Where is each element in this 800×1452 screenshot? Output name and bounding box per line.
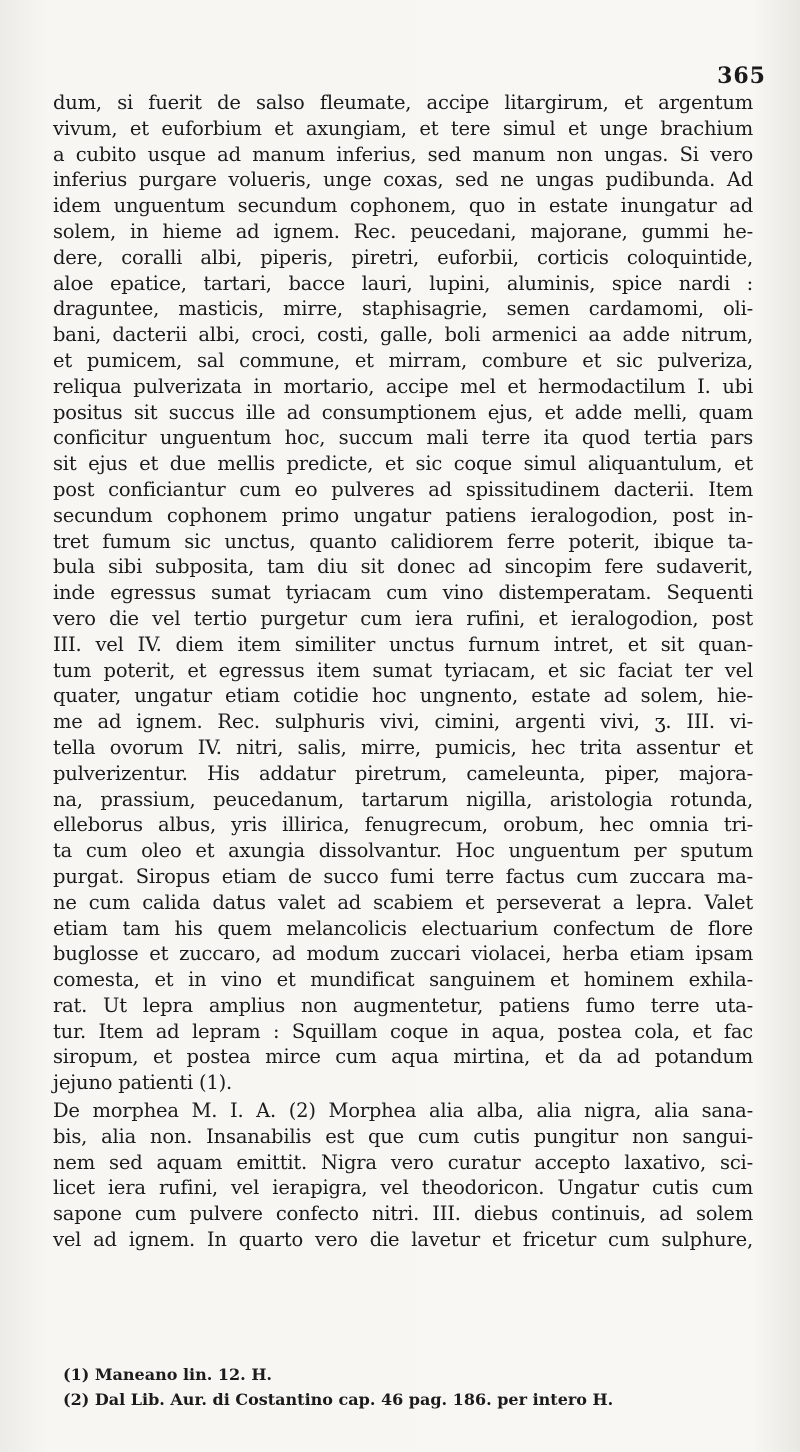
text-line: pulverizentur. His addatur piretrum, cameleunta, piper, majora- [53, 761, 753, 785]
text-line: post conficiantur cum eo pulveres ad spissitudinem dacterii. Item [53, 477, 753, 501]
footnote: (1) Maneano lin. 12. H. [63, 1365, 272, 1384]
text-line: positus sit succus ille ad consumptionem ejus, et adde melli, quam [53, 400, 753, 424]
text-line: jejuno patienti (1). [53, 1071, 233, 1095]
text-line: bis, alia non. Insanabilis est que cum cutis pungitur non sangui- [53, 1124, 753, 1148]
text-line: etiam tam his quem melancolicis electuarium confectum de flore [53, 916, 753, 940]
text-line: tum poterit, et egressus item sumat tyriacam, et sic faciat ter vel [53, 658, 753, 682]
page-number: 365 [717, 63, 766, 89]
text-line: reliqua pulverizata in mortario, accipe mel et hermodactilum I. ubi [53, 374, 753, 398]
text-line: purgat. Siropus etiam de succo fumi terre factus cum zuccara ma- [53, 864, 753, 888]
text-line: vel ad ignem. In quarto vero die lavetur et fricetur cum sulphure, [53, 1228, 753, 1252]
text-line: De morphea M. I. A. (2) Morphea alia alba, alia nigra, alia sana- [53, 1099, 753, 1123]
text-line: rat. Ut lepra amplius non augmentetur, patiens fumo terre uta- [53, 993, 753, 1017]
footnotes [63, 1362, 753, 1412]
text-line: me ad ignem. Rec. sulphuris vivi, cimini, argenti vivi, ʒ. III. vi- [53, 710, 753, 734]
text-line: quater, ungatur etiam cotidie hoc ungnento, estate ad solem, hie- [53, 684, 753, 708]
text-line: nem sed aquam emittit. Nigra vero curatur accepto laxativo, sci- [53, 1150, 753, 1174]
text-line: licet iera rufini, vel ierapigra, vel theodoricon. Ungatur cutis cum [53, 1176, 753, 1200]
text-line: bula sibi subposita, tam diu sit donec ad sincopim fere sudaverit, [53, 555, 753, 579]
text-line: sapone cum pulvere confecto nitri. III. diebus continuis, ad solem [53, 1202, 753, 1226]
text-line: inferius purgare volueris, unge coxas, sed ne ungas pudibunda. Ad [53, 168, 753, 192]
text-line: tur. Item ad lepram : Squillam coque in aqua, postea cola, et fac [53, 1019, 753, 1043]
text-line: tella ovorum IV. nitri, salis, mirre, pumicis, hec trita assentur et [53, 735, 753, 759]
text-line: III. vel IV. diem item similiter unctus furnum intret, et sit quan- [53, 632, 753, 656]
text-line: siropum, et postea mirce cum aqua mirtina, et da ad potandum [53, 1045, 753, 1069]
text-line: na, prassium, peucedanum, tartarum nigilla, aristologia rotunda, [53, 787, 753, 811]
text-line: comesta, et in vino et mundificat sanguinem et hominem exhila- [53, 968, 753, 992]
text-line: a cubito usque ad manum inferius, sed manum non ungas. Si vero [53, 142, 753, 166]
text-line: dum, si fuerit de salso fleumate, accipe litargirum, et argentum [53, 91, 753, 114]
text-line: solem, in hieme ad ignem. Rec. peucedani, majorane, gummi he- [53, 219, 753, 243]
footnote: (2) Dal Lib. Aur. di Costantino cap. 46 pag. 186. per intero H. [63, 1390, 614, 1409]
text-line: aloe epatice, tartari, bacce lauri, lupini, aluminis, spice nardi : [53, 271, 753, 295]
text-line: ne cum calida datus valet ad scabiem et perseverat a lepra. Valet [53, 890, 753, 914]
text-line: vivum, et euforbium et axungiam, et tere simul et unge brachium [53, 116, 753, 140]
text-line: et pumicem, sal commune, et mirram, combure et sic pulveriza, [53, 348, 753, 372]
text-line: inde egressus sumat tyriacam cum vino distemperatam. Sequenti [53, 581, 753, 605]
text-line: vero die vel tertio purgetur cum iera rufini, et ieralogodion, post [53, 606, 753, 630]
text-line: buglosse et zuccaro, ad modum zuccari violacei, herba etiam ipsam [53, 942, 753, 966]
body-text [53, 90, 753, 1253]
text-line: ta cum oleo et axungia dissolvantur. Hoc unguentum per sputum [53, 839, 753, 863]
text-line: draguntee, masticis, mirre, staphisagrie, semen cardamomi, oli- [53, 297, 753, 321]
text-line: tret fumum sic unctus, quanto calidiorem ferre poterit, ibique ta- [53, 529, 753, 553]
text-line: idem unguentum secundum cophonem, quo in estate inungatur ad [53, 194, 753, 218]
text-line: bani, dacterii albi, croci, costi, galle, boli armenici aa adde nitrum, [53, 323, 753, 347]
text-line: sit ejus et due mellis predicte, et sic coque simul aliquantulum, et [53, 452, 753, 476]
text-line: elleborus albus, yris illirica, fenugrecum, orobum, hec omnia tri- [53, 813, 753, 837]
text-line: secundum cophonem primo ungatur patiens ieralogodion, post in- [53, 503, 753, 527]
text-line: dere, coralli albi, piperis, piretri, euforbii, corticis coloquintide, [53, 245, 753, 269]
text-line: conficitur unguentum hoc, succum mali terre ita quod tertia pars [53, 426, 753, 450]
